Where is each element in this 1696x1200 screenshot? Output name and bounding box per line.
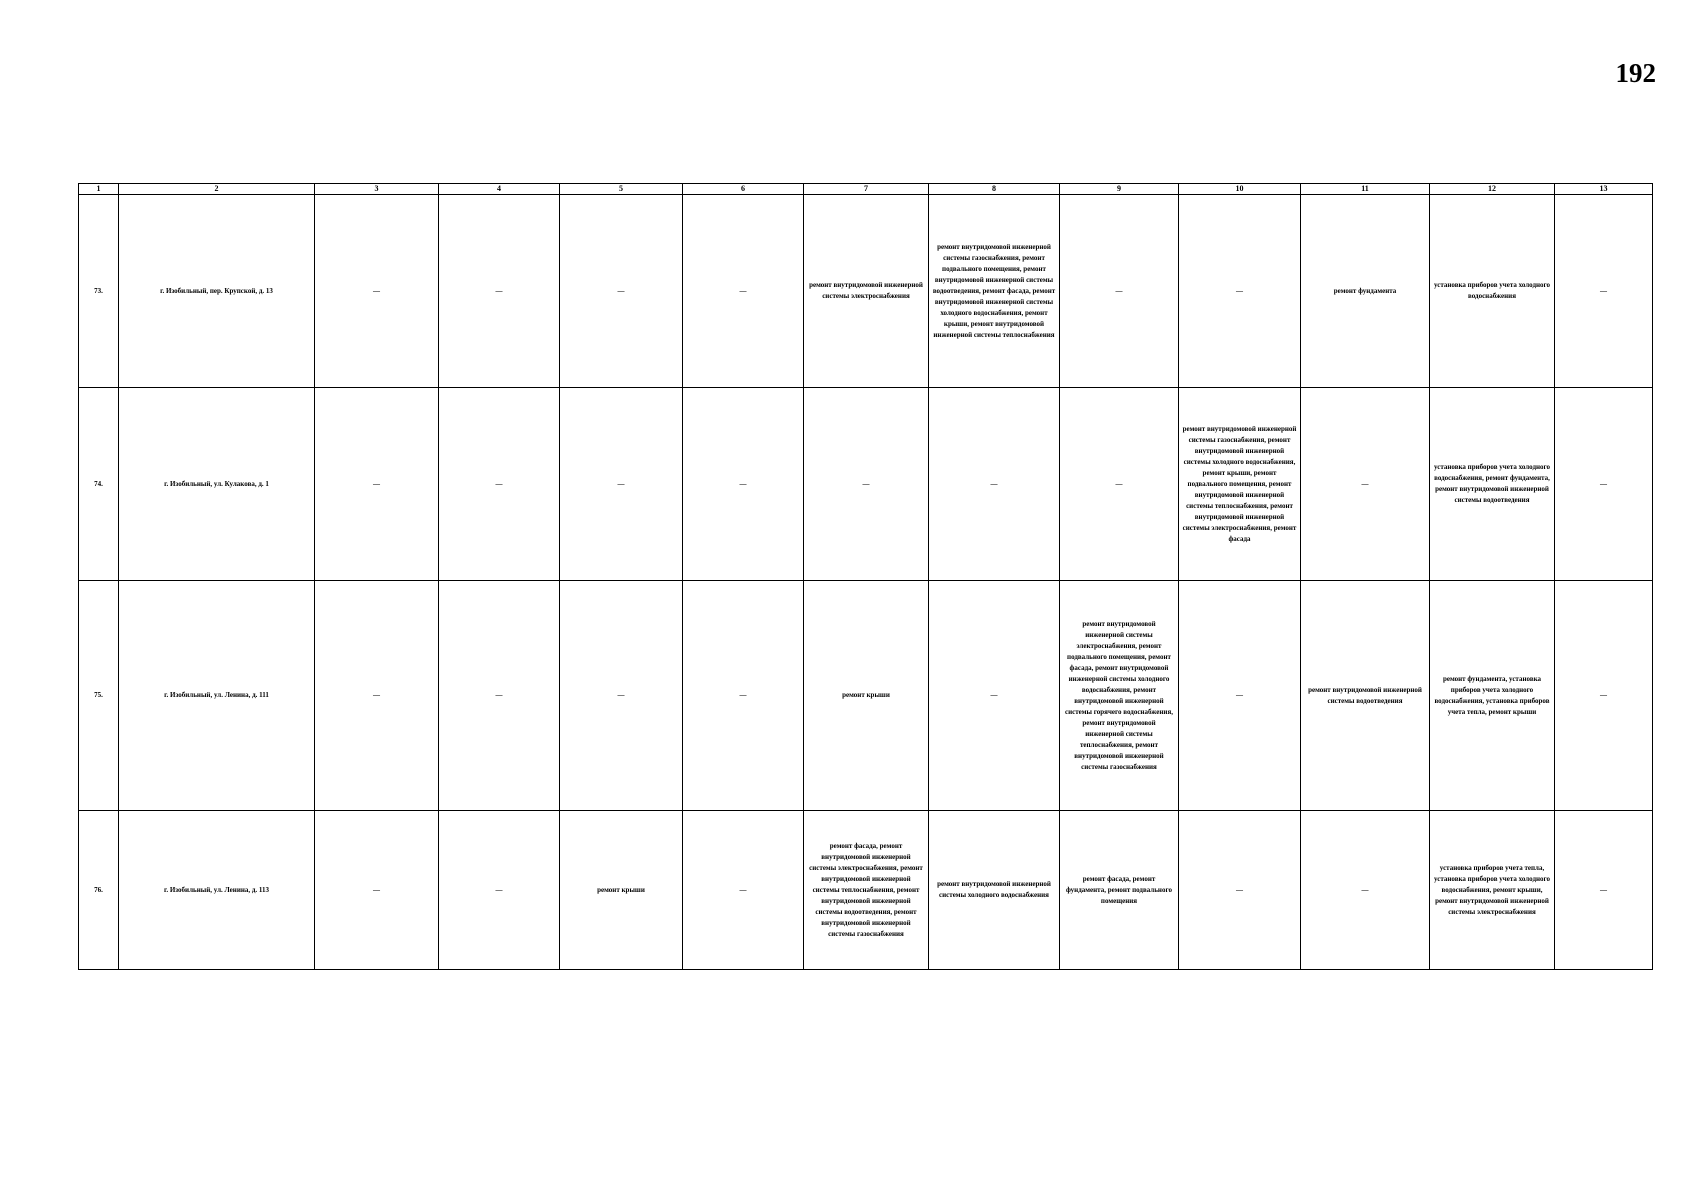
table-row xyxy=(79,811,1653,970)
table-row xyxy=(79,195,1653,388)
table-cell: ремонт фасада, ремонт внутридомовой инженерной системы электроснабжения, ремонт внутридомовой инженерной системы теплоснабжения, ремонт внутридомовой инженерной системы водоотведения, ремонт внутридомовой инженерной системы газоснабжения xyxy=(804,811,929,970)
table-cell: — xyxy=(1060,195,1179,388)
column-header: 4 xyxy=(439,184,560,195)
row-number: 74. xyxy=(79,388,119,581)
address-cell: г. Изобильный, пер. Крупской, д. 13 xyxy=(119,195,315,388)
table-cell: — xyxy=(560,195,683,388)
table-cell: — xyxy=(1301,388,1430,581)
table-cell: ремонт фундамента xyxy=(1301,195,1430,388)
table-cell: — xyxy=(683,811,804,970)
table-cell: — xyxy=(683,388,804,581)
table-cell: ремонт фасада, ремонт фундамента, ремонт подвального помещения xyxy=(1060,811,1179,970)
table-cell: — xyxy=(439,388,560,581)
column-header: 12 xyxy=(1430,184,1555,195)
table-cell: — xyxy=(929,581,1060,811)
table-cell: — xyxy=(1179,581,1301,811)
column-header: 2 xyxy=(119,184,315,195)
column-header: 5 xyxy=(560,184,683,195)
table-cell: — xyxy=(560,581,683,811)
table-cell: — xyxy=(560,388,683,581)
table-cell: ремонт внутридомовой инженерной системы холодного водоснабжения xyxy=(929,811,1060,970)
repair-table xyxy=(78,183,1653,970)
table-cell: — xyxy=(1301,811,1430,970)
table-cell: — xyxy=(1555,195,1653,388)
row-number: 76. xyxy=(79,811,119,970)
table-cell: — xyxy=(315,388,439,581)
table-cell: — xyxy=(315,195,439,388)
row-number: 73. xyxy=(79,195,119,388)
table-cell: — xyxy=(1555,388,1653,581)
table-cell: ремонт крыши xyxy=(560,811,683,970)
page-number: 192 xyxy=(1615,58,1656,88)
table-cell: ремонт внутридомовой инженерной системы газоснабжения, ремонт подвального помещения, ремонт внутридомовой инженерной системы водоотведения, ремонт фасада, ремонт внутридомовой инженерной системы холодного водоснабжения, ремонт крыши, ремонт внутридомовой инженерной системы теплоснабжения xyxy=(929,195,1060,388)
address-cell: г. Изобильный, ул. Ленина, д. 113 xyxy=(119,811,315,970)
table-cell: установка приборов учета холодного водоснабжения, ремонт фундамента, ремонт внутридомовой инженерной системы водоотведения xyxy=(1430,388,1555,581)
row-number: 75. xyxy=(79,581,119,811)
column-header: 8 xyxy=(929,184,1060,195)
table-cell: ремонт фундамента, установка приборов учета холодного водоснабжения, установка приборов учета тепла, ремонт крыши xyxy=(1430,581,1555,811)
table-cell: ремонт внутридомовой инженерной системы водоотведения xyxy=(1301,581,1430,811)
table-cell: — xyxy=(439,581,560,811)
table-cell: — xyxy=(315,811,439,970)
table-cell: — xyxy=(1060,388,1179,581)
table-cell: ремонт внутридомовой инженерной системы газоснабжения, ремонт внутридомовой инженерной системы холодного водоснабжения, ремонт крыши, ремонт подвального помещения, ремонт внутридомовой инженерной системы теплоснабжения, ремонт внутридомовой инженерной системы электроснабжения, ремонт фасада xyxy=(1179,388,1301,581)
table-cell: ремонт внутридомовой инженерной системы электроснабжения xyxy=(804,195,929,388)
table-cell: — xyxy=(1179,811,1301,970)
address-cell: г. Изобильный, ул. Кулакова, д. 1 xyxy=(119,388,315,581)
table-cell: ремонт крыши xyxy=(804,581,929,811)
table-cell: — xyxy=(929,388,1060,581)
table-cell: — xyxy=(804,388,929,581)
column-header: 13 xyxy=(1555,184,1653,195)
table-cell: — xyxy=(683,195,804,388)
address-cell: г. Изобильный, ул. Ленина, д. 111 xyxy=(119,581,315,811)
table-cell: установка приборов учета холодного водоснабжения xyxy=(1430,195,1555,388)
column-header: 10 xyxy=(1179,184,1301,195)
table-cell: — xyxy=(683,581,804,811)
column-header: 1 xyxy=(79,184,119,195)
table-cell: — xyxy=(439,195,560,388)
table-cell: — xyxy=(439,811,560,970)
column-header: 3 xyxy=(315,184,439,195)
column-header: 9 xyxy=(1060,184,1179,195)
table-cell: — xyxy=(1555,811,1653,970)
table-cell: установка приборов учета тепла, установка приборов учета холодного водоснабжения, ремонт крыши, ремонт внутридомовой инженерной системы электроснабжения xyxy=(1430,811,1555,970)
column-header: 7 xyxy=(804,184,929,195)
header-row xyxy=(79,184,1653,195)
table-cell: — xyxy=(1555,581,1653,811)
column-header: 11 xyxy=(1301,184,1430,195)
table-row xyxy=(79,388,1653,581)
table-cell: — xyxy=(315,581,439,811)
table-cell: — xyxy=(1179,195,1301,388)
table-cell: ремонт внутридомовой инженерной системы электроснабжения, ремонт подвального помещения, ремонт фасада, ремонт внутридомовой инженерной системы холодного водоснабжения, ремонт внутридомовой инженерной системы горячего водоснабжения, ремонт внутридомовой инженерной системы теплоснабжения, ремонт внутридомовой инженерной системы газоснабжения xyxy=(1060,581,1179,811)
table-row xyxy=(79,581,1653,811)
column-header: 6 xyxy=(683,184,804,195)
